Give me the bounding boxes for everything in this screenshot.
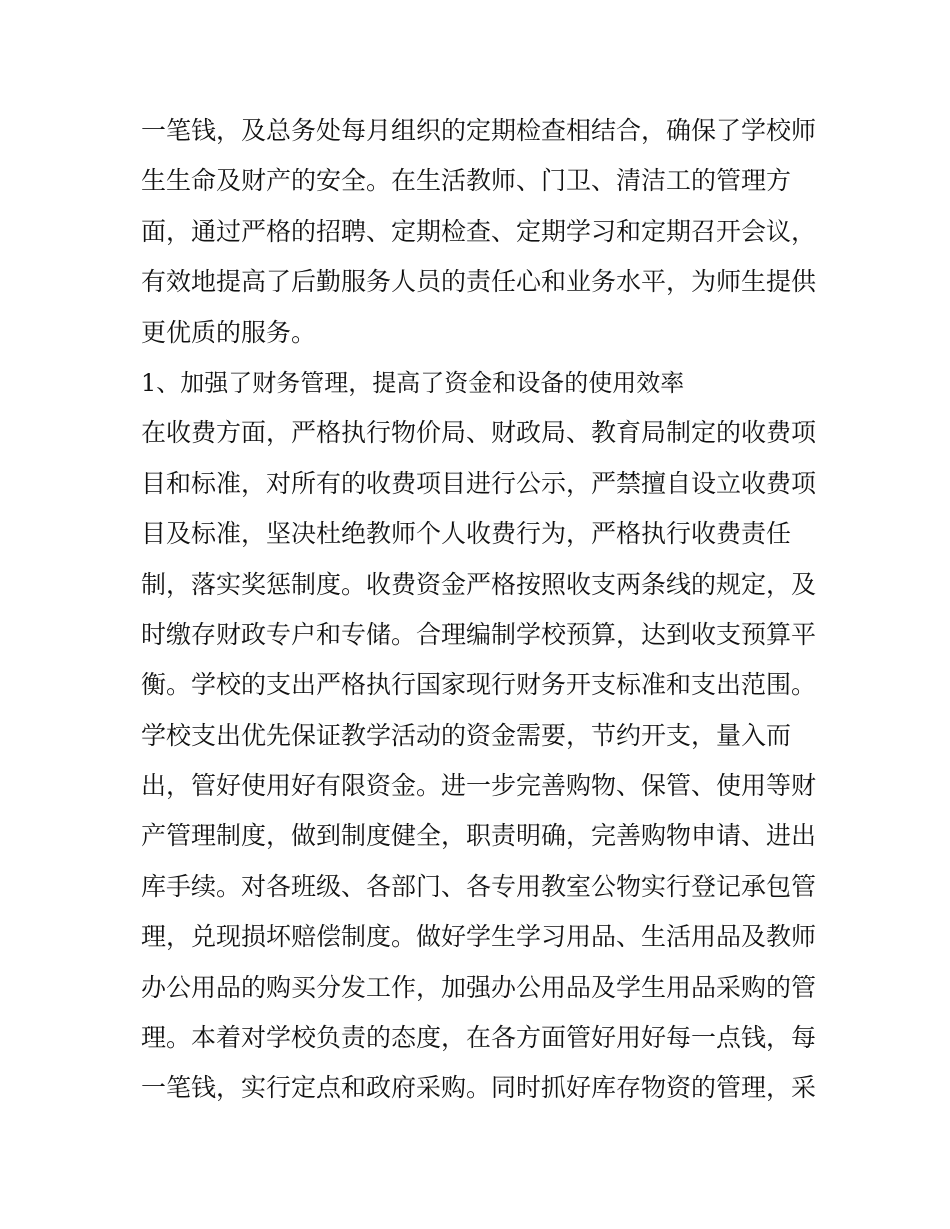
text-line: 更优质的服务。	[141, 317, 317, 347]
text-line: 时缴存财政专户和专储。合理编制学校预算，达到收支预算平	[141, 619, 817, 649]
text-line: 在收费方面，严格执行物价局、财政局、教育局制定的收费项	[141, 418, 817, 448]
text-line: 办公用品的购买分发工作，加强办公用品及学生用品采购的管	[141, 972, 817, 1002]
text-line: 目和标准，对所有的收费项目进行公示，严禁擅自设立收费项	[141, 468, 817, 498]
body-text	[141, 106, 821, 1114]
text-line: 面，通过严格的招聘、定期检查、定期学习和定期召开会议，	[141, 216, 817, 246]
text-line: 制，落实奖惩制度。收费资金严格按照收支两条线的规定，及	[141, 569, 817, 599]
text-line: 产管理制度，做到制度健全，职责明确，完善购物申请、进出	[141, 821, 817, 851]
text-line: 出，管好使用好有限资金。进一步完善购物、保管、使用等财	[141, 771, 817, 801]
text-line: 目及标准，坚决杜绝教师个人收费行为，严格执行收费责任	[141, 519, 792, 549]
text-line: 生生命及财产的安全。在生活教师、门卫、清洁工的管理方	[141, 166, 792, 196]
text-line: 有效地提高了后勤服务人员的责任心和业务水平，为师生提供	[141, 267, 817, 297]
text-line: 学校支出优先保证教学活动的资金需要，节约开支，量入而	[141, 720, 792, 750]
text-line: 理，兑现损坏赔偿制度。做好学生学习用品、生活用品及教师	[141, 922, 817, 952]
text-line: 一笔钱，实行定点和政府采购。同时抓好库存物资的管理，采	[141, 1073, 817, 1103]
text-line: 衡。学校的支出严格执行国家现行财务开支标准和支出范围。	[141, 670, 817, 700]
text-line: 库手续。对各班级、各部门、各专用教室公物实行登记承包管	[141, 871, 817, 901]
section-heading: 1、加强了财务管理，提高了资金和设备的使用效率	[141, 368, 685, 397]
text-line: 一笔钱，及总务处每月组织的定期检查相结合，确保了学校师	[141, 116, 817, 145]
text-line: 理。本着对学校负责的态度，在各方面管好用好每一点钱，每	[141, 1023, 817, 1053]
